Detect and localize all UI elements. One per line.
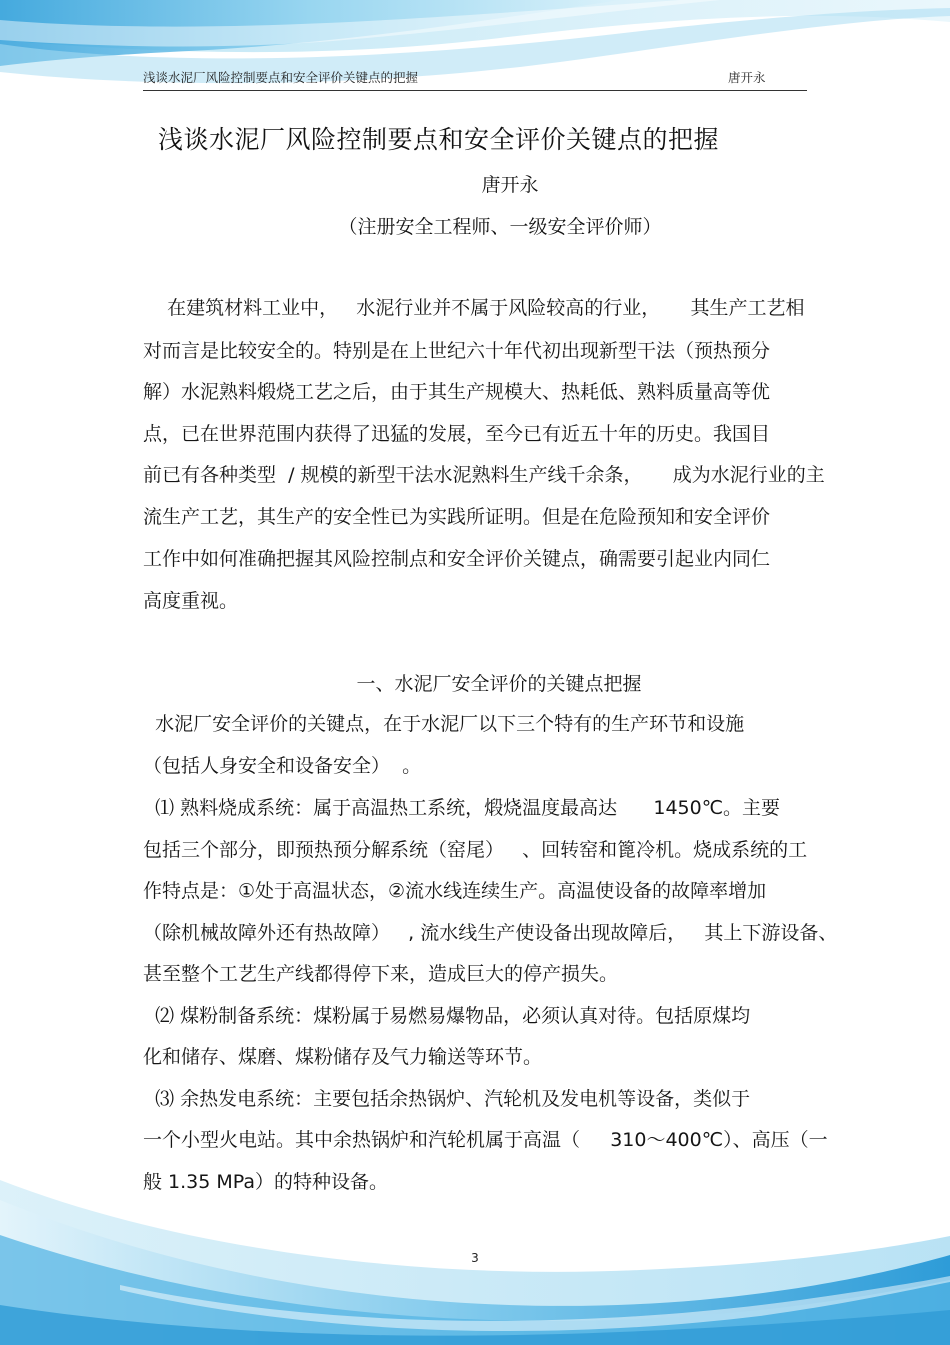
running-header-author: 唐开永 [728,70,766,85]
intro-line: 点，已在世界范围内获得了迅猛的发展，至今已有近五十年的历史。我国目 [143,423,771,445]
intro-line: 前已有各种类型 / 规模的新型干法水泥熟料生产线千余条， 成为水泥行业的主 [143,464,825,486]
intro-line: 在建筑材料工业中， 水泥行业并不属于风险较高的行业， 其生产工艺相 [143,297,805,319]
section-line: ⑵ 煤粉制备系统：煤粉属于易燃易爆物品，必须认真对待。包括原煤均 [143,1005,751,1027]
page-number: 3 [471,1251,479,1265]
section-line: ⑴ 熟料烧成系统：属于高温热工系统，煅烧温度最高达 1450℃。主要 [143,797,781,819]
intro-line: 工作中如何准确把握其风险控制点和安全评价关键点，确需要引起业内同仁 [143,548,771,570]
document-title: 浅谈水泥厂风险控制要点和安全评价关键点的把握 [158,125,720,154]
section-line: 包括三个部分，即预热预分解系统（窑尾） 、回转窑和篦冷机。烧成系统的工 [143,839,808,861]
running-header [143,66,807,91]
author-affiliation: （注册安全工程师、一级安全评价师） [338,216,662,238]
section-line: 甚至整个工艺生产线都得停下来，造成巨大的停产损失。 [143,963,619,985]
section-line: 一个小型火电站。其中余热锅炉和汽轮机属于高温（ 310～400℃）、高压（一 [143,1129,828,1151]
section-line: 作特点是：①处于高温状态，②流水线连续生产。高温使设备的故障率增加 [143,880,767,902]
intro-line: 流生产工艺，其生产的安全性已为实践所证明。但是在危险预知和安全评价 [143,506,771,528]
section-line: ⑶ 余热发电系统：主要包括余热锅炉、汽轮机及发电机等设备，类似于 [143,1088,751,1110]
intro-line: 高度重视。 [143,590,239,612]
intro-line: 解）水泥熟料煅烧工艺之后，由于其生产规模大、热耗低、熟料质量高等优 [143,381,771,403]
section-line: 化和储存、煤磨、煤粉储存及气力输送等环节。 [143,1046,543,1068]
section-line: 般 1.35 MPa）的特种设备。 [143,1171,389,1193]
intro-line: 对而言是比较安全的。特别是在上世纪六十年代初出现新型干法（预热预分 [143,340,771,362]
running-header-title: 浅谈水泥厂风险控制要点和安全评价关键点的把握 [143,70,419,85]
section-heading: 一、水泥厂安全评价的关键点把握 [356,673,642,695]
section-line: （包括人身安全和设备安全） 。 [143,755,422,777]
section-line: （除机械故障外还有热故障） , 流水线生产使设备出现故障后， 其上下游设备、 [143,922,838,944]
section-line: 水泥厂安全评价的关键点，在于水泥厂以下三个特有的生产环节和设施 [143,713,745,735]
document-author: 唐开永 [481,174,539,196]
